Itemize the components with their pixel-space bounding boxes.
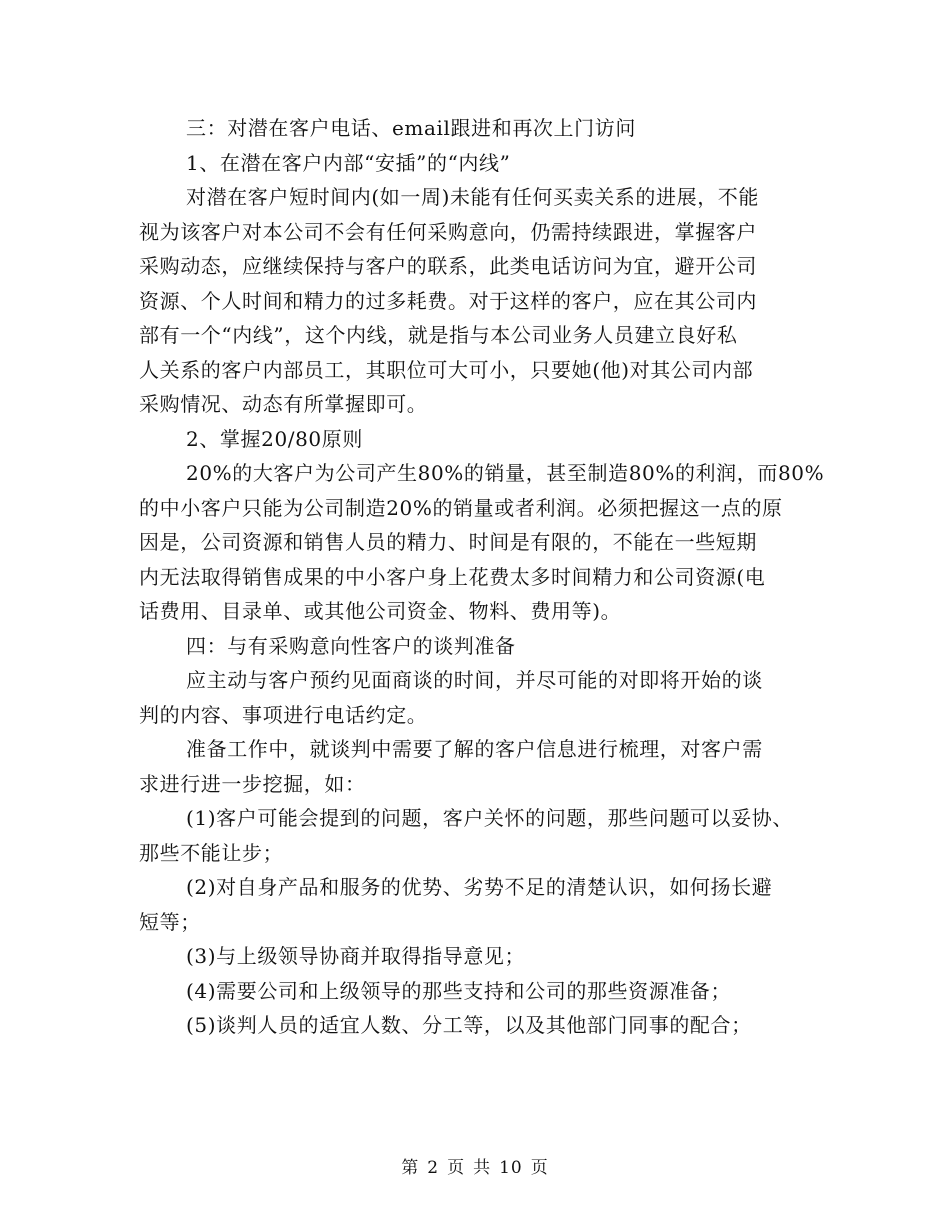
body-line: 那些不能让步；	[139, 840, 284, 865]
body-line: 四：与有采购意向性客户的谈判准备	[186, 633, 516, 658]
body-line: (1)客户可能会提到的问题，客户关怀的问题，那些问题可以妥协、	[186, 806, 793, 830]
footer-current-page: 2	[427, 1158, 440, 1178]
body-line: 2、掌握20/80原则	[186, 426, 363, 451]
body-line: 求进行进一步挖掘，如：	[139, 771, 366, 796]
body-line: 对潜在客户短时间内(如一周)未能有任何买卖关系的进展，不能	[186, 185, 760, 209]
body-line: 人关系的客户内部员工，其职位可大可小，只要她(他)对其公司内部	[139, 357, 754, 382]
footer-suffix: 页	[530, 1158, 549, 1178]
body-line: 20%的大客户为公司产生80%的销量，甚至制造80%的利润，而80%	[186, 461, 825, 485]
body-line: 采购情况、动态有所掌握即可。	[139, 392, 428, 416]
body-line: (3)与上级领导协商并取得指导意见；	[186, 944, 526, 968]
body-line: 的中小客户只能为公司制造20%的销量或者利润。必须把握这一点的原	[139, 495, 783, 520]
body-line: 采购动态，应继续保持与客户的联系，此类电话访问为宜，避开公司	[139, 254, 757, 278]
footer-page-word: 页	[447, 1158, 466, 1178]
body-line: 因是，公司资源和销售人员的精力、时间是有限的，不能在一些短期	[139, 530, 757, 554]
footer-total-word: 共	[473, 1158, 492, 1178]
body-line: 应主动与客户预约见面商谈的时间，并尽可能的对即将开始的谈	[186, 668, 763, 692]
body-line: 资源、个人时间和精力的过多耗费。对于这样的客户，应在其公司内	[139, 288, 757, 313]
body-line: 部有一个“内线”，这个内线，就是指与本公司业务人员建立良好私	[139, 323, 738, 347]
body-line: 准备工作中，就谈判中需要了解的客户信息进行梳理，对客户需	[186, 737, 763, 761]
body-line: 视为该客户对本公司不会有任何采购意向，仍需持续跟进，掌握客户	[139, 219, 757, 244]
body-line: (2)对自身产品和服务的优势、劣势不足的清楚认识，如何扬长避	[186, 875, 773, 899]
page-footer	[0, 1153, 950, 1178]
body-line: (4)需要公司和上级领导的那些支持和公司的那些资源准备；	[186, 978, 732, 1003]
body-line: 1、在潜在客户内部“安插”的“内线”	[186, 150, 511, 175]
body-line: 判的内容、事项进行电话约定。	[139, 702, 428, 727]
footer-prefix: 第	[401, 1158, 420, 1178]
body-line: 内无法取得销售成果的中小客户身上花费太多时间精力和公司资源(电	[139, 564, 766, 589]
body-line: 三：对潜在客户电话、email跟进和再次上门访问	[186, 116, 636, 140]
body-line: 短等；	[139, 909, 201, 934]
body-line: (5)谈判人员的适宜人数、分工等，以及其他部门同事的配合；	[186, 1013, 752, 1037]
document-body	[139, 111, 829, 1043]
footer-total-pages: 10	[499, 1158, 523, 1178]
body-line: 话费用、目录单、或其他公司资金、物料、费用等)。	[139, 599, 622, 623]
